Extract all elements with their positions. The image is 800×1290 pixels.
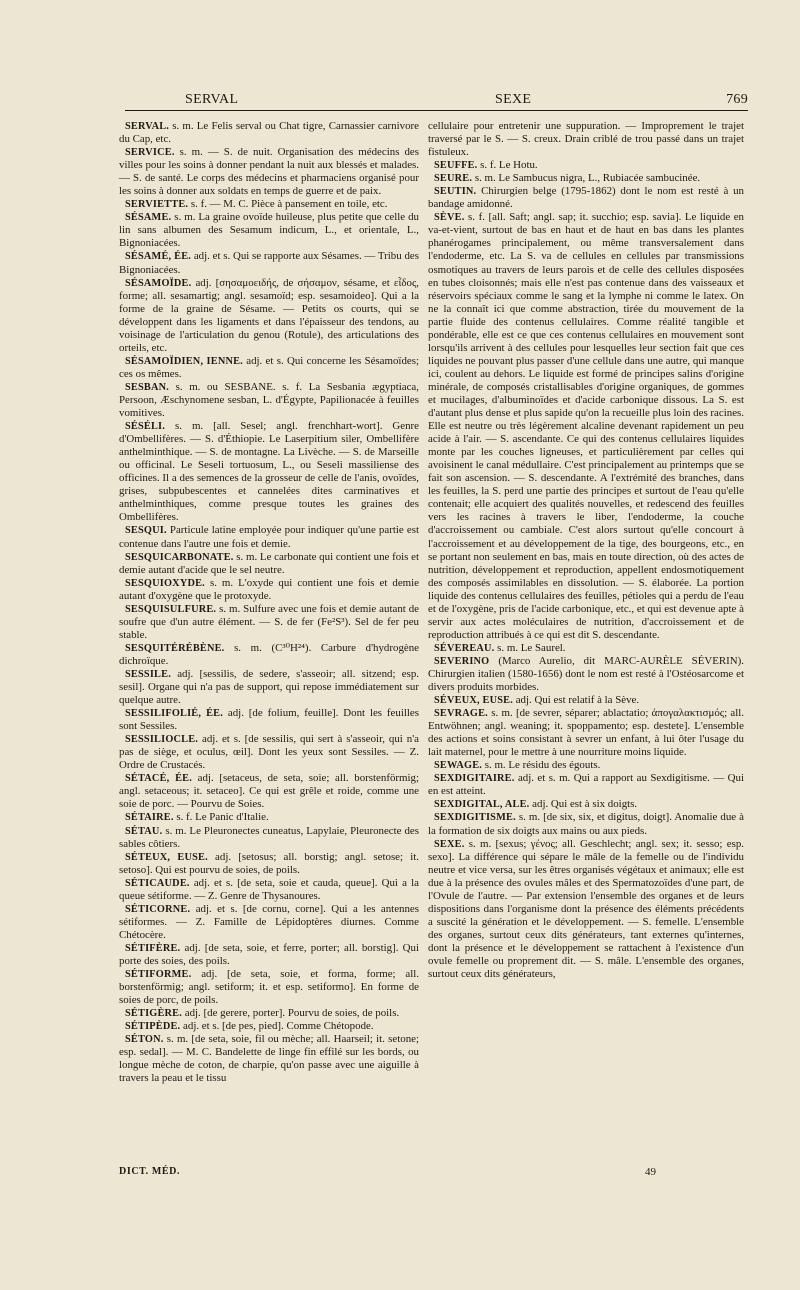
left-column [119, 120, 419, 1085]
entry-definition: s. f. Le Hotu. [477, 159, 538, 172]
entry-headword: SERVAL. [125, 121, 170, 132]
entry-definition: Chirurgien belge (1795-1862) dont le nom est resté à un bandage amidonné. [428, 185, 744, 211]
entry-headword: SEUFFE. [434, 160, 478, 172]
dictionary-entry [119, 120, 419, 146]
entry-definition: s. m. [sexus; γένος; all. Geschlecht; angl. sex; it. sesso; esp. sexo]. La différence qui sépare le mâle de la femelle ou de l'individu neutre et vice versa, sur les êtres organisés végétaux et animaux; elle est due à la présence des ovules mâles et des Spermatozoïdes d'une part, de l'Ovule de l'autre. — Par extension l'ensemble des organes et de leurs dispositions dans l'organisme dont la présence des éléments précédents a suscité la génération et le développement. — S. femelle. L'ensemble des organes, surtout ceux dits générateurs, tant externes qu'internes, dont la présence et le développement se rattachent à l'existence d'un ovule femelle ou proprement dit. — S. mâle. L'ensemble des organes, surtout ceux dits générateurs, [428, 837, 744, 981]
entry-headword: SÉVEUX, EUSE. [434, 695, 513, 707]
dictionary-entry [119, 1020, 419, 1033]
entry-definition: adj. [σησαμοειδής, de σήσαμον, sésame, et εἶδος, forme; all. sesamartig; angl. sesamoïd; esp. sesamoideo]. Qui a la forme de la graine de Sésame. — Petits os courts, qui se développent dans les ligaments et dans l'épaisseur des tendons, au voisinage de l'articulation du genou (Rotule), des articulations des orteils, etc. [119, 276, 419, 354]
entry-headword: SERVIETTE. [125, 199, 189, 211]
signature-mark: DICT. MÉD. [119, 1166, 181, 1177]
entry-definition: adj. et s. [de sessilis, qui sert à s'asseoir, qui n'a pas de siège, et oculus, œil]. Dont les yeux sont Sessiles. — Z. Ordre de Crustacés. [119, 733, 419, 772]
entry-headword: SÉSAME. [125, 212, 172, 224]
entry-headword: SÈVE. [434, 212, 465, 224]
entry-headword: SÉTACÉ, ÉE. [125, 773, 193, 785]
entry-definition: s. m. Le Sambucus nigra, L., Rubiacée sambucinée. [472, 172, 701, 185]
dictionary-entry [119, 381, 419, 420]
entry-definition: adj. [de folium, feuille]. Dont les feuilles sont Sessiles. [119, 707, 419, 733]
entry-headword: SEVERINO [434, 655, 490, 667]
entry-definition: s. f. [all. Saft; angl. sap; it. succhio; esp. savia]. Le liquide en va-et-vient, surtout de bas en haut et de haut en bas dans les plantes phanérogames principalement, ou même transversalement dans l'endoderme, etc. La S. va de cellules en cellules par transmissions osmotiques au travers de leurs parois et de celle des cellules disposées en tubes cloisonnés; mais elle n'est pas contenue dans des vaisseaux et réservoirs spéciaux comme le sang et la lymphe ni comme le latex. On ne la connaît ici que comme abstraction, tirée du mouvement de la partie fluide des contenus cellulaires. Comme réalité tangible et pondérable, elle est ce que ces contenus cellulaires en mouvement sont lorsqu'ils arrivent à des cellules pour lesquelles leur section fait que ces liquides ne pouvant plus passer d'une cellule dans une autre, qui manque ici, coulent au dehors. Le liquide est formé de principes salins d'origine minérale, de composés cristallisables d'origine organiques, de gommes et mucilages, d'albuminoïdes et d'acide carbonique dissous. La S. est d'autant plus dense et plus sapide qu'on la recueille plus loin des racines. Elle est neutre ou très légèrement alcaline devenant rapidement un peu acide à l'air. — S. ascendante. Ce qui des contenus cellulaires liquides monte par les couches ligneuses, et particulièrement par celles qui avoisinent le canal médullaire. C'est principalement au printemps que se fait son ascension. — S. descendante. A l'extrémité des branches, dans les feuilles, la S. perd une partie des principes et surtout de l'eau qu'elle contenait; elle acquiert des qualités nouvelles, et redescend des feuilles vers les racines à travers le liber, l'endoderme, la couche d'accroissement ou cambiale. C'est alors surtout qu'elle concourt à l'accroissement et au développement de la tige, des bourgeons, etc., en se portant non seulement en bas, mais en toute direction, où des actes de nutrition, développement et reproduction, appellent endosmotiquement des composés assimilables en dissolution. — S. élaborée. La portion liquide des contenus cellulaires des feuilles, pétioles qui a perdu de l'eau et de l'oxygène, pris de l'acide carbonique, etc., et qui est devenue apte à servir aux actes moléculaires de nutrition, d'accroissement et de reproduction attribués à ce qui est dit S. descendante. [428, 211, 744, 641]
entry-headword: SESSILIOCLE. [125, 734, 199, 746]
entry-definition: (Marco Aurelio, dit MARC-AURÈLE SÉVERIN). Chirurgien italien (1580-1656) dont le nom est resté à l'Ostéosarcome et divers produits morbides. [428, 654, 744, 694]
entry-headword: SÉSAMOÏDE. [125, 277, 192, 289]
entry-definition: adj. [de seta, soie, et ferre, porter; all. borstig]. Qui porte des soies, des poils. [119, 941, 419, 967]
entry-definition: s. m. [all. Sesel; angl. frenchhart-wort]. Genre d'Ombellifères. — S. d'Éthiopie. Le Laserpitium siler, Ombellifère anthelminthique. — S. de montagne. La Livèche. — S. de Marseille ou officinal. Le Seseli tortuosum, L., ou Seseli massiliense des officines. Il a des semences de la grosseur de celle de l'anis, ovoïdes, grises, subpubescentes et cannelées dites carminatives et anthelminthiques, comme presque toutes les graines des Ombellifères. [119, 420, 419, 524]
entry-definition: s. f. — M. C. Pièce à pansement en toile, etc. [188, 198, 388, 211]
entry-headword: SESQUISULFURE. [125, 603, 217, 615]
entry-headword: SERVICE. [125, 147, 175, 159]
running-head-left-word: SERVAL [185, 92, 239, 107]
dictionary-entry [428, 811, 744, 837]
running-head-right-word: SEXE [495, 92, 532, 107]
dictionary-entry [119, 707, 419, 733]
entry-definition: s. m. La graine ovoïde huileuse, plus petite que celle du lin sans albumen des Sesamum indicum, L., et orientale, L., Bignoniacées. [119, 211, 419, 250]
page-footer [119, 1166, 744, 1182]
entry-definition: s. m. Le Saurel. [494, 641, 566, 654]
dictionary-entry [428, 159, 744, 172]
entry-definition: adj. [sessilis, de sedere, s'asseoir; all. sitzend; esp. sesil]. Organe qui n'a pas de support, qui repose immédiatement sur quelque autre. [119, 667, 419, 707]
entry-headword: SÉTIGÈRE. [125, 1008, 183, 1020]
entry-headword: SÉSAMOÏDIEN, IENNE. [125, 355, 243, 367]
entry-definition: s. f. Le Panic d'Italie. [173, 811, 269, 824]
dictionary-entry [428, 642, 744, 655]
dictionary-entry [119, 968, 419, 1007]
dictionary-entry [119, 577, 419, 603]
dictionary-entry [119, 1033, 419, 1085]
entry-headword: SÉSAMÉ, ÉE. [125, 251, 192, 263]
entry-headword: SÉTICORNE. [125, 903, 191, 915]
dictionary-entry [119, 903, 419, 942]
dictionary-entry [428, 655, 744, 694]
entry-definition: adj. [de seta, soie, et forma, forme; all. borstenförmig; angl. setiform; it. et esp. setiformo]. En forme de soies de porc, de poils. [119, 968, 419, 1007]
entry-headword: SÉTIFORME. [125, 969, 192, 981]
dictionary-entry [119, 942, 419, 968]
entry-definition: adj. et s. [de pes, pied]. Comme Chétopode. [180, 1020, 374, 1033]
entry-definition: adj. [setosus; all. borstig; angl. setose; it. setoso]. Qui est pourvu de soies, de poils. [119, 850, 419, 876]
dictionary-entry [428, 211, 744, 642]
dictionary-entry [119, 851, 419, 877]
entry-definition: adj. Qui est à six doigts. [529, 798, 638, 811]
entry-headword: SEXE. [434, 838, 465, 850]
entry-definition: s. m. Le carbonate qui contient une fois et demie autant d'acide que le sel neutre. [119, 550, 419, 576]
entry-definition: adj. et s. Qui se rapporte aux Sésames. — Tribu des Bignoniacées. [119, 250, 419, 276]
dictionary-entry [119, 277, 419, 355]
entry-headword: SEXDIGITISME. [434, 812, 516, 824]
dictionary-entry [119, 355, 419, 381]
dictionary-entry [119, 146, 419, 198]
dictionary-entry [428, 772, 744, 798]
entry-definition: adj. et s. Qui concerne les Sésamoïdes; ces os mêmes. [119, 354, 419, 380]
entry-definition: s. m. Sulfure avec une fois et demie autant de soufre que d'un autre élément. — S. de fer (Fe²S³). Sel de fer peu stable. [119, 602, 419, 641]
entry-definition: adj. et s. [de seta, soie et cauda, queue]. Qui a la queue sétiforme. — Z. Genre de Thysanoures. [119, 876, 419, 902]
dictionary-entry [119, 825, 419, 851]
entry-headword: SÉTIFÈRE. [125, 942, 181, 954]
dictionary-entry [428, 172, 744, 185]
entry-definition: adj. et s. m. Qui a rapport au Sexdigitisme. — Qui en est atteint. [428, 772, 744, 798]
dictionary-entry [119, 420, 419, 524]
entry-headword: SESBAN. [125, 381, 170, 393]
entry-headword: SEVRAGE. [434, 708, 488, 720]
dictionary-entry [119, 877, 419, 903]
dictionary-entry [119, 250, 419, 276]
entry-definition: s. m. [de six, six, et digitus, doigt]. Anomalie due à la formation de six doigts aux mains ou aux pieds. [428, 811, 744, 837]
dictionary-entry [119, 772, 419, 811]
entry-headword: SEUTIN. [434, 186, 477, 198]
dictionary-entry [119, 811, 419, 824]
entry-headword: SESQUICARBONATE. [125, 551, 234, 563]
dictionary-entry [428, 120, 744, 159]
entry-headword: SÉSÉLI. [125, 421, 166, 433]
dictionary-entry [428, 707, 744, 759]
entry-definition: s. m. Le Felis serval ou Chat tigre, Carnassier carnivore du Cap, etc. [119, 120, 419, 146]
entry-definition: Particule latine employée pour indiquer qu'une partie est contenue dans l'autre une fois et demie. [119, 524, 419, 550]
dictionary-entry [119, 211, 419, 250]
entry-definition: adj. [setaceus, de seta, soie; all. borstenförmig; angl. setaceous; it. setaceo]. Ce qui est grêle et roide, comme une soie de porc. — Pourvu de Soies. [119, 772, 419, 811]
entry-definition: s. m. [de sevrer, séparer; ablactatio; ἀπογαλακτισμός; all. Entwöhnen; angl. weaning; it. spoppamento; esp. destete]. L'ensemble des actions et soins consistant à sevrer un enfant, à lui ôter l'usage du lait maternel, pour le mettre à une nourriture moins liquide. [428, 707, 744, 759]
entry-definition: s. m. Le Pleuronectes cuneatus, Lapylaie, Pleuronecte des sables côtiers. [119, 824, 419, 850]
entry-definition: s. m. (C³⁰H²⁴). Carbure d'hydrogène dichroïque. [119, 641, 419, 667]
entry-definition: s. m. ou SESBANE. s. f. La Sesbania ægyptiaca, Persoon, Æschynomene sesban, L. d'Égypte, Papilionacée à feuilles vomitives. [119, 380, 419, 420]
dictionary-entry [119, 551, 419, 577]
entry-headword: SÉTON. [125, 1034, 164, 1046]
entry-headword: SEURE. [434, 173, 473, 185]
right-column [428, 120, 744, 981]
entry-definition: cellulaire pour entretenir une suppuration. — Improprement le trajet traversé par le S. — S. creux. Drain criblé de trou passé dans un trajet fistuleux. [428, 120, 744, 159]
entry-headword: SESQUI. [125, 525, 167, 537]
entry-headword: SESSILIFOLIÉ, ÉE. [125, 708, 223, 720]
dictionary-entry [119, 1007, 419, 1020]
dictionary-entry [119, 524, 419, 550]
entry-definition: s. m. L'oxyde qui contient une fois et demie autant d'oxygène que le protoxyde. [119, 576, 419, 602]
entry-headword: SÉTAU. [125, 825, 163, 837]
dictionary-entry [119, 733, 419, 772]
dictionary-entry [428, 759, 744, 772]
entry-headword: SESQUITÉRÉBÈNE. [125, 642, 225, 654]
entry-definition: adj. et s. [de cornu, corne]. Qui a les antennes sétiformes. — Z. Famille de Lépidoptères diurnes. Comme Chétocère. [119, 902, 419, 941]
entry-definition: s. m. [de seta, soie, fil ou mèche; all. Haarseil; it. setone; esp. sedal]. — M. C. Bandelette de linge fin effilé sur les bords, ou longue mèche de coton, de charpie, qu'on passe avec une aiguille à travers la peau et le tissu [119, 1033, 419, 1085]
page-number: 769 [726, 92, 748, 107]
entry-headword: SEWAGE. [434, 760, 483, 772]
sheet-number: 49 [645, 1166, 656, 1178]
entry-definition: adj. [de gerere, porter]. Pourvu de soies, de poils. [182, 1007, 400, 1020]
dictionary-entry [119, 642, 419, 668]
dictionary-entry [428, 185, 744, 211]
dictionary-entry [428, 838, 744, 982]
entry-headword: SÉTICAUDE. [125, 877, 190, 889]
entry-definition: adj. Qui est relatif à la Sève. [513, 694, 640, 707]
dictionary-entry [119, 198, 419, 211]
running-head [125, 92, 748, 111]
entry-headword: SESSILE. [125, 668, 171, 680]
entry-headword: SEXDIGITAL, ALE. [434, 799, 530, 811]
entry-headword: SÉVEREAU. [434, 642, 495, 654]
entry-headword: SESQUIOXYDE. [125, 577, 205, 589]
entry-headword: SÉTEUX, EUSE. [125, 851, 208, 863]
dictionary-entry [119, 668, 419, 707]
dictionary-entry [119, 603, 419, 642]
dictionary-entry [428, 798, 744, 811]
entry-headword: SÉTIPÈDE. [125, 1021, 181, 1033]
entry-definition: s. m. Le résidu des égouts. [482, 759, 601, 772]
entry-headword: SÉTAIRE. [125, 812, 174, 824]
entry-headword: SEXDIGITAIRE. [434, 773, 515, 785]
dictionary-entry [428, 694, 744, 707]
entry-definition: s. m. — S. de nuit. Organisation des médecins des villes pour les soins à donner pendant la nuit aux blessés et malades. — S. de santé. Le corps des médecins et pharmaciens organisé pour les soins à donner aux soldats en temps de guerre et de paix. [119, 146, 419, 198]
